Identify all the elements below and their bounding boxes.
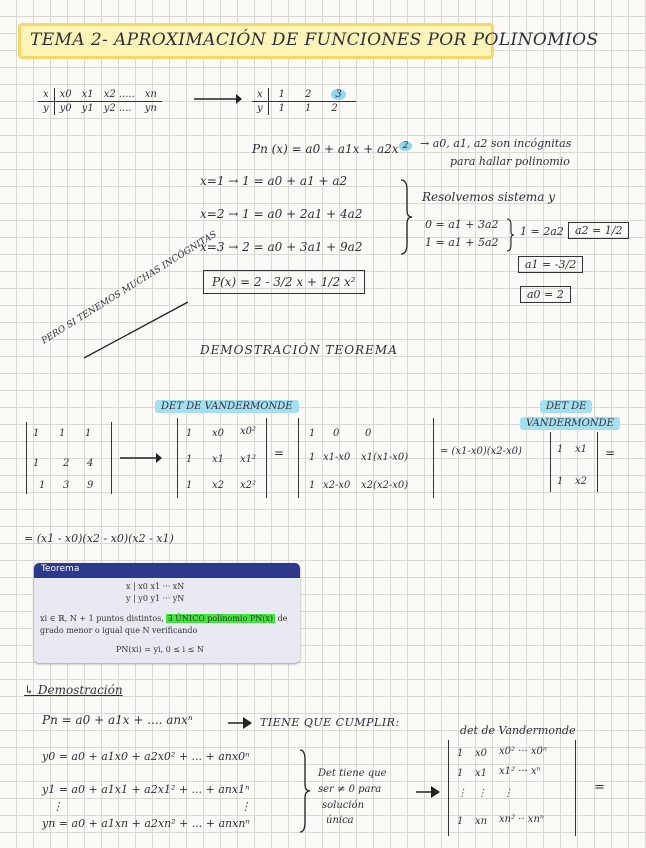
det-label-2-line1: DET DE xyxy=(540,400,592,413)
matrix-cell: 3 xyxy=(63,480,70,491)
system-line-0: y0 = a0 + a1x0 + a2x0² + ... + anx0ⁿ xyxy=(42,750,250,763)
equals-sign-1: = xyxy=(274,446,285,460)
table-cell: x0 xyxy=(54,88,77,102)
theorem-header: Teorema xyxy=(34,563,300,578)
theorem-text xyxy=(40,614,287,623)
table-cell: y xyxy=(252,102,268,116)
theorem-text-before: xi ∈ ℝ, N + 1 puntos distintos, xyxy=(40,614,164,623)
equation-2: x=2 → 1 = a0 + 2a1 + 4a2 xyxy=(200,207,363,221)
must-satisfy: TIENE QUE CUMPLIR: xyxy=(260,716,400,729)
vertical-dots-1: ⋮ xyxy=(52,800,63,813)
matrix-cell: 1 xyxy=(457,816,464,827)
det-label-3: det de Vandermonde xyxy=(460,724,576,737)
matrix-cell: x2-x0 xyxy=(323,480,351,491)
matrix-cell: x2 xyxy=(575,476,588,487)
arrow-right-icon xyxy=(414,786,440,798)
brace-icon xyxy=(298,748,312,834)
table-cell: 1 xyxy=(268,88,295,102)
unknowns-note-1: → a0, a1, a2 son incógnitas xyxy=(420,137,572,150)
matrix-cell: 1 xyxy=(309,428,316,439)
solution-a0: a0 = 2 xyxy=(520,286,571,303)
matrix-cell: 1 xyxy=(33,458,40,469)
system-line-1: y1 = a0 + a1x1 + a2x1² + ... + anx1ⁿ xyxy=(42,783,250,796)
table-cell: 1 xyxy=(278,103,286,114)
table-cell: y2 .... xyxy=(103,103,132,114)
matrix-cell: 4 xyxy=(87,458,94,469)
arrow-right-icon xyxy=(192,92,242,106)
final-equals: = xyxy=(594,780,605,795)
system-eq-1: 0 = a1 + 3a2 xyxy=(425,218,499,231)
matrix-cell: xn² ·· xnⁿ xyxy=(499,814,544,825)
table-cell: xn xyxy=(140,88,162,102)
det-label-2 xyxy=(540,401,592,412)
matrix-cell: 1 xyxy=(309,480,316,491)
table-cell: y0 xyxy=(59,103,72,114)
matrix-c xyxy=(298,418,434,498)
det-note-4: única xyxy=(326,815,354,826)
det-label-2-line2: VANDERMONDE xyxy=(520,417,620,430)
matrix-cell: 1 xyxy=(186,480,193,491)
matrix-cell: x1 xyxy=(475,768,488,779)
matrix-cell: ⋮ xyxy=(457,788,467,799)
matrix-cell: x2² xyxy=(240,480,257,491)
table-cell: x1 xyxy=(77,88,99,102)
diagonal-line xyxy=(82,300,192,360)
vertical-dots-2: ⋮ xyxy=(240,800,251,813)
det-label-1 xyxy=(155,401,299,412)
polynomial-def xyxy=(252,140,412,156)
matrix-cell: x2(x2-x0) xyxy=(361,480,409,491)
demo-section-heading: ↳ Demostración xyxy=(24,683,123,697)
solution-a1: a1 = -3/2 xyxy=(518,256,583,273)
matrix-cell: 1 xyxy=(186,454,193,465)
matrix-cell: x1(x1-x0) xyxy=(361,452,409,463)
theorem-row-y: y | y0 y1 ··· yN xyxy=(126,594,185,603)
matrix-cell: ⋮ xyxy=(503,788,513,799)
result-polynomial: P(x) = 2 - 3/2 x + 1/2 x² xyxy=(203,270,365,294)
matrix-a xyxy=(26,422,112,494)
side-note: PERO SI TENEMOS MUCHAS INCÓGNITAS xyxy=(40,229,219,347)
table-cell: yn xyxy=(144,103,157,114)
table-cell: x2 ..... xyxy=(99,88,140,102)
matrix-cell: x1 xyxy=(575,444,588,455)
matrix-cell: 1 xyxy=(85,428,92,439)
det-label-2b xyxy=(520,418,620,429)
equation-1: x=1 → 1 = a0 + a1 + a2 xyxy=(200,174,348,188)
det-note-2: ser ≠ 0 para xyxy=(318,784,382,795)
equals-sign-2: = xyxy=(605,446,616,460)
equation-3: x=3 → 2 = a0 + 3a1 + 9a2 xyxy=(200,240,363,254)
solution-a2-lhs: 1 = 2a2 xyxy=(520,225,564,238)
system-line-2: yn = a0 + a1xn + a2xn² + ... + anxnⁿ xyxy=(42,817,250,830)
matrix-cell: 1 xyxy=(186,428,193,439)
table-cell: 3 xyxy=(331,89,345,100)
theorem-condition: PN(xi) = yi, 0 ≤ i ≤ N xyxy=(116,645,204,654)
matrix-cell: 1 xyxy=(557,444,564,455)
brace-small-icon xyxy=(505,218,515,252)
arrow-right-icon xyxy=(226,717,252,729)
table-general xyxy=(38,88,162,115)
matrix-cell: 2 xyxy=(63,458,70,469)
matrix-cell: 1 xyxy=(39,480,46,491)
table-cell: x xyxy=(38,88,54,102)
table-cell: 2 xyxy=(331,103,338,114)
factor-expression: = (x1-x0)(x2-x0) xyxy=(440,446,522,457)
matrix-cell: 1 xyxy=(557,476,564,487)
matrix-cell: x1² xyxy=(240,454,257,465)
matrix-cell: 1 xyxy=(33,428,40,439)
matrix-d xyxy=(550,432,598,492)
demo-title: DEMOSTRACIÓN TEOREMA xyxy=(200,343,398,357)
matrix-cell: x1-x0 xyxy=(323,452,351,463)
vandermonde-matrix xyxy=(448,740,576,836)
table-example xyxy=(252,88,356,115)
matrix-cell: x0² xyxy=(240,426,257,437)
matrix-cell: 0 xyxy=(333,428,340,439)
matrix-cell: 1 xyxy=(59,428,66,439)
det-note-1: Det tiene que xyxy=(318,768,387,779)
arrow-right-icon xyxy=(118,452,162,464)
matrix-b xyxy=(177,418,267,498)
solution-a2: a2 = 1/2 xyxy=(568,222,629,239)
matrix-cell: x0 xyxy=(212,428,225,439)
polynomial-exponent: 2 xyxy=(399,141,413,151)
theorem-text-after: de xyxy=(277,614,288,623)
resolvemos-text: Resolvemos sistema y xyxy=(422,190,556,204)
theorem-box xyxy=(34,563,300,663)
unknowns-note-2: para hallar polinomio xyxy=(450,155,570,168)
matrix-cell: xn xyxy=(475,816,488,827)
matrix-cell: x1 xyxy=(212,454,225,465)
matrix-cell: x1² ··· xⁿ xyxy=(499,766,541,777)
matrix-cell: 1 xyxy=(457,768,464,779)
theorem-row-x: x | x0 x1 ··· xN xyxy=(126,582,185,591)
matrix-cell: x0² ··· x0ⁿ xyxy=(499,746,547,757)
system-eq-2: 1 = a1 + 5a2 xyxy=(425,236,499,249)
matrix-cell: 9 xyxy=(87,480,94,491)
det-label-1-text: DET DE VANDERMONDE xyxy=(155,400,299,413)
theorem-line2: grado menor o igual que N verificando xyxy=(40,626,198,635)
final-product: = (x1 - x0)(x2 - x0)(x2 - x1) xyxy=(24,532,174,545)
matrix-cell: x2 xyxy=(212,480,225,491)
polynomial-text: Pn (x) = a0 + a1x + a2x xyxy=(252,142,399,156)
table-cell: x xyxy=(252,88,268,102)
brace-icon xyxy=(398,178,414,256)
matrix-cell: 1 xyxy=(457,748,464,759)
table-cell: 2 xyxy=(295,88,321,102)
det-note-3: solución xyxy=(322,800,365,811)
table-cell: y xyxy=(38,102,54,116)
pn-definition: Pn = a0 + a1x + .... anxⁿ xyxy=(42,713,193,727)
matrix-cell: ⋮ xyxy=(477,788,487,799)
theorem-highlight: ∃ ÚNICO polinomio PN(x) xyxy=(168,614,273,623)
matrix-cell: 0 xyxy=(365,428,372,439)
table-cell: 1 xyxy=(305,103,312,114)
page-title: TEMA 2- APROXIMACIÓN DE FUNCIONES POR POLINOMIOS xyxy=(30,30,599,50)
table-cell: y1 xyxy=(81,103,94,114)
matrix-cell: 1 xyxy=(309,452,316,463)
matrix-cell: x0 xyxy=(475,748,488,759)
